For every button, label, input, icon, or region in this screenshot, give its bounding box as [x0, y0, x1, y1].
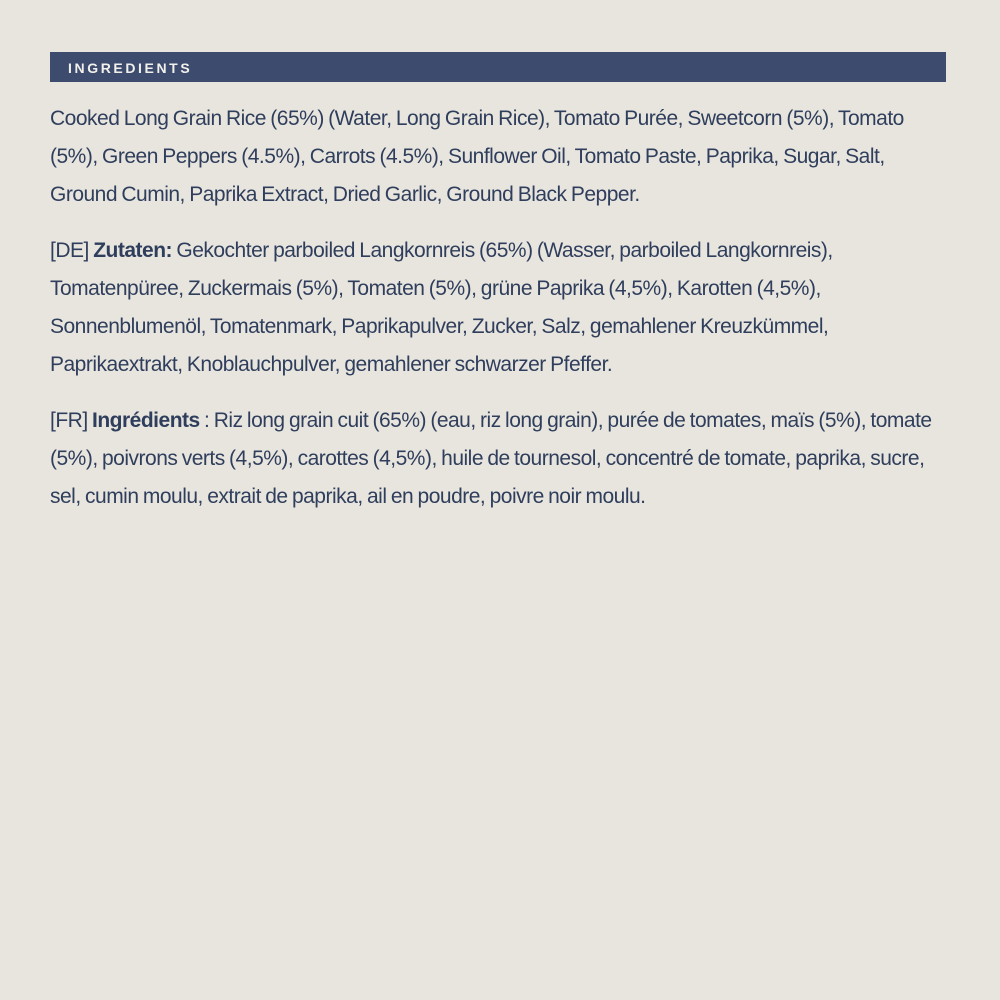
ingredients-header-bar: [50, 52, 946, 82]
ingredients-text-fr: Riz long grain cuit (65%) (eau, riz long grain), purée de tomates, maïs (5%), tomate (5%), poivrons verts (4,5%), carottes (4,5%), huile de tournesol, concentré de tomate, paprika, sucre, sel, cumin moulu, extrait de paprika, ail en poudre, poivre noir moulu.: [50, 409, 932, 508]
ingredients-paragraph-german: [50, 232, 949, 384]
zutaten-label: Zutaten:: [93, 239, 173, 262]
ingredients-label-fr: Ingrédients: [92, 409, 200, 432]
ingredients-heading: INGREDIENTS: [68, 59, 193, 76]
ingredients-text-de: Gekochter parboiled Langkornreis (65%) (Wasser, parboiled Langkornreis), Tomatenpüree, Zuckermais (5%), Tomaten (5%), grüne Paprika (4,5%), Karotten (4,5%), Sonnenblumenöl, Tomatenmark, Paprikapulver, Zucker, Salz, gemahlener Kreuzkümmel, Paprikaextrakt, Knoblauchpulver, gemahlener schwarzer Pfeffer.: [50, 239, 833, 376]
ingredients-paragraph-french: [50, 402, 949, 516]
lang-tag-de: [DE]: [50, 239, 89, 262]
ingredients-paragraph-english: [50, 100, 949, 214]
colon-separator-fr: :: [204, 409, 210, 432]
lang-tag-fr: [FR]: [50, 409, 88, 432]
ingredients-text-en: Cooked Long Grain Rice (65%) (Water, Long Grain Rice), Tomato Purée, Sweetcorn (5%), Tomato (5%), Green Peppers (4.5%), Carrots (4.5%), Sunflower Oil, Tomato Paste, Paprika, Sugar, Salt, Ground Cumin, Paprika Extract, Dried Garlic, Ground Black Pepper.: [50, 107, 904, 206]
ingredients-text-block: [50, 100, 949, 534]
